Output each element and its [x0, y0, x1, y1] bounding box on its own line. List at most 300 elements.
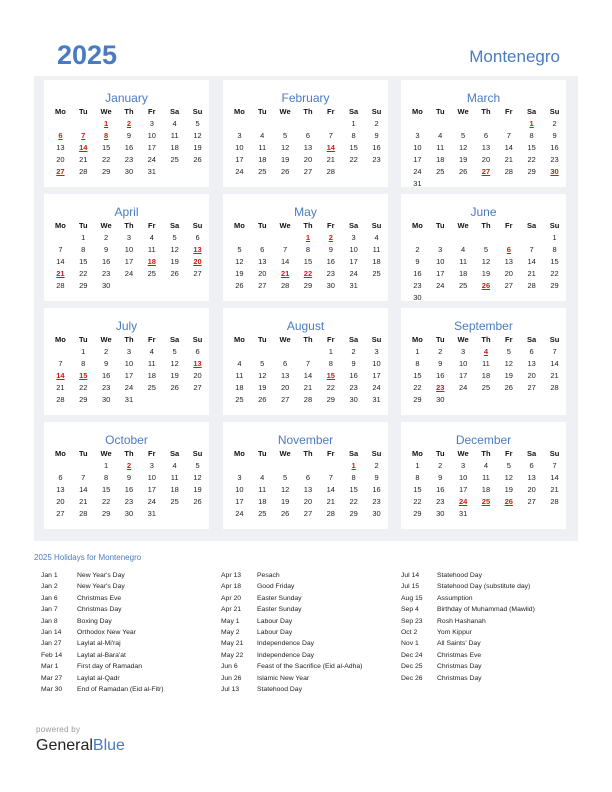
month-table: [49, 333, 209, 405]
day-cell: 23: [101, 268, 111, 278]
day-cell: 11: [482, 358, 490, 368]
day-cell: 14: [79, 484, 88, 494]
day-cell: 5: [195, 460, 200, 470]
day-cell: 18: [147, 370, 156, 380]
brand-logo[interactable]: [36, 737, 125, 755]
brand-general: General: [36, 737, 93, 754]
weekday-header: Th: [481, 448, 491, 458]
day-cell: 15: [303, 256, 313, 266]
holiday-day-cell: 1: [351, 460, 356, 470]
holiday-date: Jan 1: [41, 572, 58, 579]
holiday-date: May 21: [221, 640, 244, 648]
holiday-date: Mar 30: [41, 685, 63, 693]
empty-day-cell: [140, 393, 163, 405]
day-cell: 18: [458, 268, 468, 278]
month-name: October: [105, 433, 148, 447]
day-cell: 14: [56, 256, 65, 266]
day-cell: 18: [372, 256, 381, 266]
weekday-header: Su: [192, 106, 203, 116]
weekday-header: Tu: [257, 220, 267, 230]
weekday-header: We: [457, 448, 469, 458]
day-cell: 6: [195, 232, 200, 242]
holiday-name: Pesach: [257, 572, 280, 579]
month-december: [401, 422, 566, 529]
day-cell: 1: [415, 460, 420, 470]
empty-day-cell: [140, 279, 163, 291]
weekday-header: We: [457, 334, 469, 344]
day-cell: 19: [280, 496, 290, 506]
holiday-name: First day of Ramadan: [77, 663, 142, 671]
day-cell: 7: [305, 358, 311, 368]
day-cell: 21: [303, 382, 313, 392]
empty-day-cell: [297, 117, 320, 129]
weekday-header: Th: [303, 334, 313, 344]
day-cell: 17: [235, 496, 244, 506]
weekday-header: Tu: [78, 334, 88, 344]
empty-day-cell: [274, 345, 297, 357]
holiday-day-cell: 14: [326, 142, 335, 152]
day-cell: 12: [258, 370, 267, 380]
holiday-name: Christmas Day: [77, 606, 122, 614]
day-cell: 12: [235, 256, 244, 266]
holiday-day-cell: 6: [58, 130, 63, 140]
day-cell: 17: [436, 268, 445, 278]
day-cell: 22: [413, 382, 422, 392]
weekday-header: Su: [549, 448, 560, 458]
month-may: [223, 194, 388, 301]
empty-day-cell: [228, 459, 251, 471]
day-cell: 22: [326, 382, 335, 392]
day-cell: 14: [280, 256, 290, 266]
empty-day-cell: [228, 345, 251, 357]
weekday-header: Th: [303, 106, 313, 116]
holiday-day-cell: 15: [326, 370, 335, 380]
day-cell: 11: [459, 256, 467, 266]
day-cell: 16: [413, 268, 422, 278]
day-cell: 5: [283, 130, 288, 140]
weekday-header: Tu: [78, 106, 88, 116]
day-cell: 24: [124, 382, 134, 392]
empty-day-cell: [452, 117, 475, 129]
holiday-name: Christmas Eve: [437, 651, 482, 659]
empty-day-cell: [429, 177, 452, 189]
month-name: May: [294, 205, 317, 219]
day-cell: 1: [81, 232, 86, 242]
day-cell: 23: [372, 154, 381, 164]
holidays-column: [401, 572, 576, 686]
day-cell: 9: [438, 472, 443, 482]
holiday-date: May 2: [221, 628, 240, 636]
day-cell: 7: [529, 244, 534, 254]
day-cell: 7: [552, 460, 557, 470]
day-cell: 17: [458, 370, 468, 380]
day-cell: 29: [413, 394, 422, 404]
day-cell: 2: [374, 118, 379, 128]
holiday-name: Laylat al-Bara'at: [77, 651, 126, 659]
month-august: [223, 308, 388, 415]
day-cell: 29: [349, 508, 358, 518]
empty-day-cell: [497, 177, 520, 189]
day-cell: 24: [124, 268, 134, 278]
day-cell: 22: [349, 496, 358, 506]
day-cell: 29: [101, 166, 111, 176]
day-cell: 20: [56, 154, 65, 164]
day-cell: 27: [280, 394, 290, 404]
day-cell: 19: [193, 142, 202, 152]
empty-day-cell: [274, 459, 297, 471]
day-cell: 12: [458, 142, 468, 152]
day-cell: 26: [235, 280, 244, 290]
day-cell: 24: [413, 166, 422, 176]
holiday-row: [401, 652, 576, 663]
day-cell: 26: [193, 154, 202, 164]
day-cell: 23: [550, 154, 559, 164]
day-cell: 12: [280, 484, 290, 494]
day-cell: 15: [101, 484, 111, 494]
day-cell: 23: [436, 496, 445, 506]
empty-day-cell: [228, 231, 251, 243]
day-cell: 18: [258, 496, 267, 506]
empty-day-cell: [251, 231, 274, 243]
day-cell: 28: [326, 166, 335, 176]
empty-day-cell: [520, 177, 543, 189]
day-cell: 20: [303, 154, 313, 164]
holiday-date: Feb 14: [41, 651, 63, 659]
day-cell: 4: [149, 346, 154, 356]
holiday-day-cell: 13: [193, 358, 202, 368]
day-cell: 15: [101, 142, 111, 152]
day-cell: 7: [552, 346, 557, 356]
day-cell: 13: [527, 358, 536, 368]
day-cell: 9: [104, 244, 109, 254]
day-cell: 22: [527, 154, 536, 164]
holiday-row: [221, 652, 396, 663]
weekday-header: Su: [371, 334, 382, 344]
holiday-date: Jan 6: [41, 594, 58, 602]
holiday-row: [41, 618, 216, 629]
day-cell: 7: [328, 472, 333, 482]
holiday-date: Aug 15: [401, 594, 423, 602]
day-cell: 15: [413, 370, 422, 380]
day-cell: 10: [349, 244, 358, 254]
day-cell: 14: [527, 256, 536, 266]
holiday-row: [41, 640, 216, 651]
day-cell: 26: [280, 508, 290, 518]
day-cell: 11: [482, 472, 490, 482]
day-cell: 18: [481, 370, 491, 380]
month-table: [49, 219, 209, 291]
holiday-row: [221, 606, 396, 617]
day-cell: 25: [481, 382, 491, 392]
empty-day-cell: [429, 291, 452, 303]
weekday-header: Mo: [55, 334, 66, 344]
month-name: March: [466, 91, 501, 105]
holiday-day-cell: 7: [81, 130, 86, 140]
day-cell: 30: [372, 508, 381, 518]
month-july: [44, 308, 209, 415]
day-cell: 19: [504, 484, 513, 494]
day-cell: 30: [436, 394, 445, 404]
weekday-header: Mo: [412, 448, 423, 458]
day-cell: 21: [550, 484, 559, 494]
day-cell: 3: [374, 346, 379, 356]
day-cell: 27: [504, 280, 513, 290]
day-cell: 24: [147, 154, 156, 164]
day-cell: 29: [413, 508, 422, 518]
weekday-header: Sa: [527, 220, 537, 230]
weekday-header: Tu: [435, 334, 445, 344]
day-cell: 10: [124, 244, 134, 254]
holiday-row: [221, 640, 396, 651]
holiday-day-cell: 15: [79, 370, 88, 380]
day-cell: 11: [258, 484, 267, 494]
holiday-day-cell: 27: [56, 166, 65, 176]
holiday-row: [221, 572, 396, 583]
day-cell: 1: [552, 232, 557, 242]
day-cell: 26: [504, 382, 513, 392]
holiday-row: [401, 583, 576, 594]
weekday-header: Th: [124, 448, 134, 458]
holiday-date: Nov 1: [401, 640, 419, 648]
weekday-header: Mo: [234, 220, 245, 230]
day-cell: 5: [172, 346, 177, 356]
empty-day-cell: [274, 231, 297, 243]
day-cell: 16: [101, 256, 111, 266]
day-cell: 3: [237, 130, 242, 140]
day-cell: 8: [351, 130, 356, 140]
weekday-header: We: [100, 220, 112, 230]
holiday-date: Apr 20: [221, 594, 242, 602]
day-cell: 23: [101, 382, 111, 392]
empty-day-cell: [452, 393, 475, 405]
weekday-header: Sa: [527, 448, 537, 458]
holiday-date: Mar 27: [41, 674, 63, 682]
empty-day-cell: [406, 117, 429, 129]
empty-day-cell: [228, 117, 251, 129]
day-cell: 2: [104, 232, 109, 242]
holiday-day-cell: 30: [550, 166, 559, 176]
empty-day-cell: [251, 345, 274, 357]
day-cell: 27: [258, 280, 267, 290]
month-march: [401, 80, 566, 187]
holiday-date: Apr 13: [221, 572, 242, 579]
weekday-header: Th: [303, 220, 313, 230]
day-cell: 24: [436, 280, 445, 290]
weekday-header: Sa: [349, 448, 359, 458]
day-cell: 3: [461, 346, 466, 356]
day-cell: 11: [235, 370, 244, 380]
month-september: [401, 308, 566, 415]
day-cell: 9: [374, 472, 379, 482]
day-cell: 26: [280, 166, 290, 176]
day-cell: 23: [124, 496, 134, 506]
holiday-day-cell: 14: [56, 370, 65, 380]
empty-day-cell: [186, 165, 209, 177]
holiday-name: Christmas Day: [437, 663, 482, 671]
holiday-row: [41, 629, 216, 640]
country-title: Montenegro: [469, 47, 560, 66]
holiday-date: Jul 15: [401, 583, 420, 591]
day-cell: 27: [193, 382, 202, 392]
day-cell: 20: [193, 370, 202, 380]
holiday-name: Birthday of Muhammad (Mawlid): [437, 606, 535, 614]
empty-day-cell: [497, 291, 520, 303]
day-cell: 29: [303, 280, 313, 290]
day-cell: 31: [147, 166, 156, 176]
day-cell: 10: [458, 358, 468, 368]
holiday-name: New Year's Day: [77, 583, 125, 591]
empty-day-cell: [186, 507, 209, 519]
weekday-header: Tu: [78, 220, 88, 230]
empty-day-cell: [163, 393, 186, 405]
day-cell: 3: [149, 118, 154, 128]
holiday-row: [401, 606, 576, 617]
holiday-row: [41, 686, 216, 697]
holiday-name: Easter Sunday: [257, 606, 302, 614]
weekday-header: We: [457, 106, 469, 116]
weekday-header: Fr: [148, 448, 156, 458]
day-cell: 10: [458, 472, 468, 482]
day-cell: 8: [305, 244, 311, 254]
day-cell: 11: [258, 142, 267, 152]
day-cell: 2: [552, 118, 557, 128]
day-cell: 27: [527, 382, 536, 392]
weekday-header: Mo: [55, 106, 66, 116]
day-cell: 30: [101, 280, 111, 290]
day-cell: 2: [438, 460, 443, 470]
day-cell: 7: [506, 130, 511, 140]
weekday-header: Fr: [148, 220, 156, 230]
day-cell: 21: [79, 496, 88, 506]
day-cell: 3: [438, 244, 443, 254]
weekday-header: Tu: [257, 334, 267, 344]
day-cell: 15: [413, 484, 422, 494]
day-cell: 28: [326, 508, 335, 518]
empty-day-cell: [118, 279, 141, 291]
day-cell: 4: [149, 232, 154, 242]
day-cell: 12: [504, 472, 513, 482]
holiday-day-cell: 8: [104, 130, 109, 140]
day-cell: 30: [436, 508, 445, 518]
day-cell: 19: [504, 370, 513, 380]
day-cell: 19: [235, 268, 244, 278]
holiday-day-cell: 4: [483, 346, 489, 356]
day-cell: 25: [372, 268, 381, 278]
day-cell: 20: [481, 154, 491, 164]
day-cell: 21: [550, 370, 559, 380]
day-cell: 30: [101, 394, 111, 404]
day-cell: 12: [170, 358, 179, 368]
holiday-name: Independence Day: [257, 651, 315, 659]
holiday-date: May 1: [221, 617, 240, 625]
day-cell: 24: [349, 268, 358, 278]
weekday-header: Tu: [435, 448, 445, 458]
day-cell: 11: [170, 472, 179, 482]
day-cell: 14: [550, 358, 559, 368]
weekday-header: Su: [371, 220, 382, 230]
weekday-header: Fr: [505, 448, 513, 458]
day-cell: 4: [172, 460, 177, 470]
holiday-day-cell: 27: [481, 166, 491, 176]
day-cell: 31: [458, 508, 468, 518]
day-cell: 12: [170, 244, 179, 254]
weekday-header: Tu: [78, 448, 88, 458]
day-cell: 6: [305, 130, 311, 140]
month-name: April: [114, 205, 139, 219]
weekday-header: Th: [303, 448, 313, 458]
month-table: [406, 105, 566, 189]
day-cell: 19: [481, 268, 491, 278]
day-cell: 10: [147, 472, 156, 482]
weekday-header: Mo: [412, 106, 423, 116]
day-cell: 4: [461, 244, 466, 254]
day-cell: 19: [170, 256, 179, 266]
day-cell: 28: [550, 382, 559, 392]
weekday-header: We: [279, 106, 291, 116]
day-cell: 26: [458, 166, 468, 176]
weekday-header: Mo: [55, 448, 66, 458]
holiday-row: [41, 595, 216, 606]
powered-by-text: powered by: [36, 725, 81, 734]
day-cell: 15: [79, 256, 88, 266]
holiday-name: Orthodox New Year: [77, 628, 136, 636]
holiday-name: Christmas Day: [437, 674, 482, 682]
holiday-date: Oct 2: [401, 628, 418, 636]
day-cell: 10: [235, 484, 244, 494]
empty-day-cell: [520, 507, 543, 519]
empty-day-cell: [475, 231, 498, 243]
day-cell: 4: [374, 232, 379, 242]
day-cell: 26: [170, 382, 179, 392]
day-cell: 23: [413, 280, 422, 290]
empty-day-cell: [163, 165, 186, 177]
day-cell: 31: [147, 508, 156, 518]
day-cell: 28: [550, 496, 559, 506]
holiday-name: Boxing Day: [77, 617, 112, 625]
day-cell: 16: [349, 370, 358, 380]
weekday-header: Th: [481, 334, 491, 344]
day-cell: 10: [147, 130, 156, 140]
empty-day-cell: [475, 177, 498, 189]
weekday-header: Fr: [327, 106, 335, 116]
weekday-header: Mo: [412, 334, 423, 344]
holiday-date: Sep 4: [401, 606, 419, 614]
weekday-header: We: [457, 220, 469, 230]
day-cell: 24: [235, 166, 244, 176]
day-cell: 18: [481, 484, 491, 494]
holiday-row: [221, 675, 396, 686]
day-cell: 6: [305, 472, 311, 482]
day-cell: 11: [147, 244, 156, 254]
day-cell: 28: [79, 508, 88, 518]
day-cell: 10: [413, 142, 422, 152]
weekday-header: Th: [124, 106, 134, 116]
day-cell: 7: [58, 358, 63, 368]
day-cell: 7: [328, 130, 333, 140]
day-cell: 4: [483, 460, 489, 470]
day-cell: 28: [527, 280, 536, 290]
day-cell: 29: [527, 166, 536, 176]
day-cell: 26: [170, 268, 179, 278]
day-cell: 1: [351, 118, 356, 128]
holiday-date: Dec 24: [401, 651, 423, 659]
day-cell: 13: [504, 256, 513, 266]
holiday-row: [41, 572, 216, 583]
holiday-date: Jan 14: [41, 628, 62, 636]
day-cell: 5: [260, 358, 265, 368]
day-cell: 19: [258, 382, 267, 392]
day-cell: 4: [172, 118, 177, 128]
